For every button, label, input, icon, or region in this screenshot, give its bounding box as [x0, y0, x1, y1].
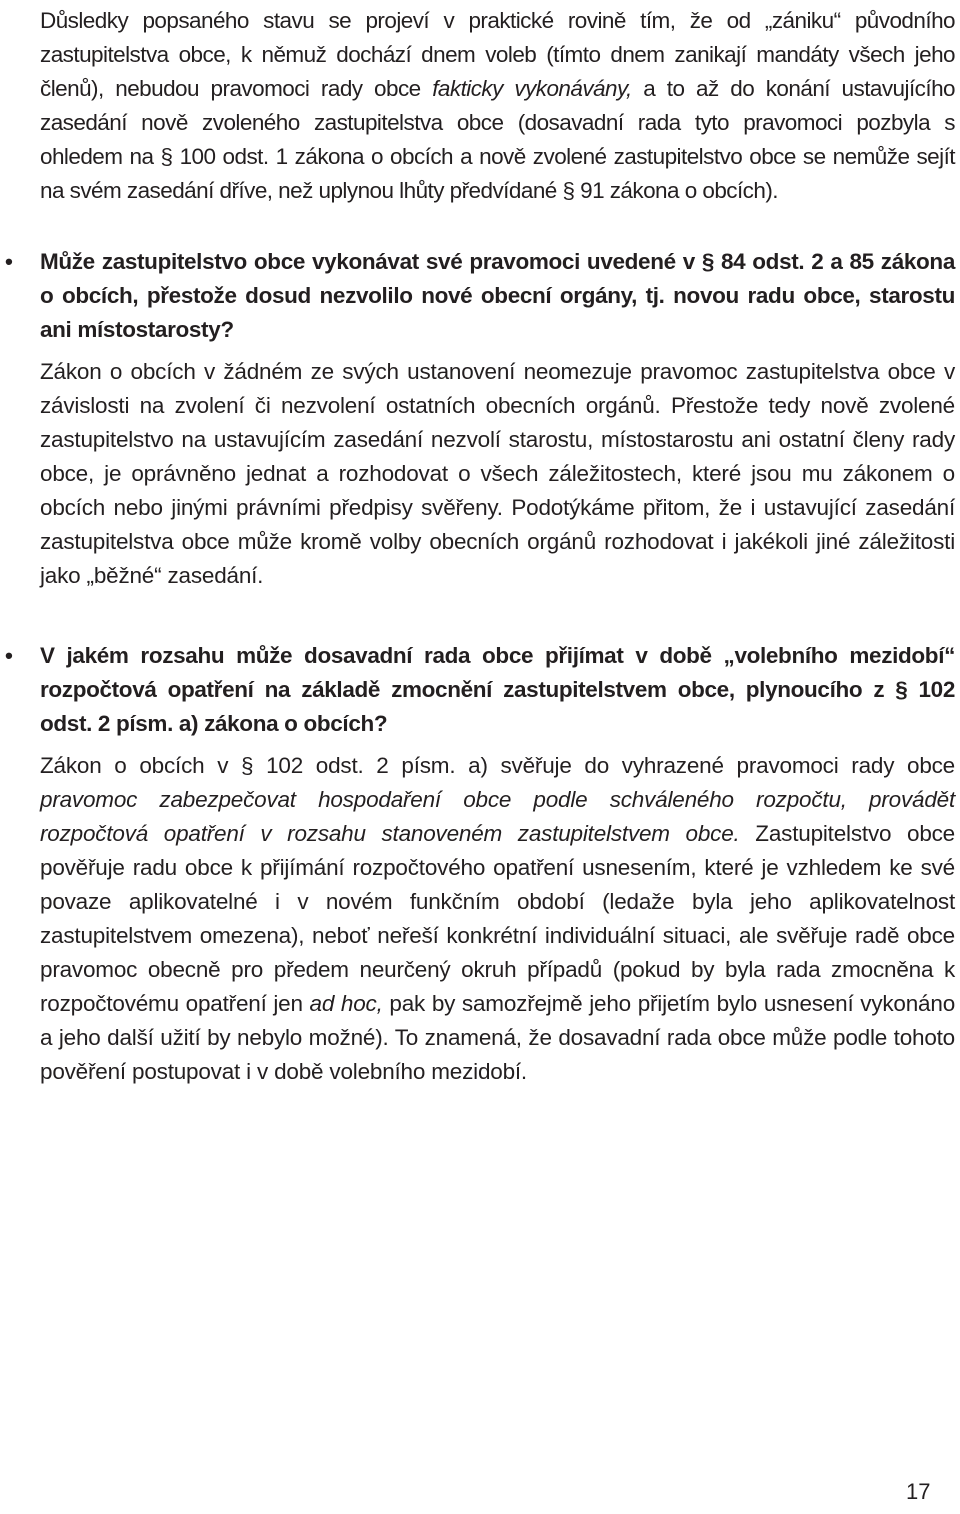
answer-2	[40, 749, 955, 1089]
question-2	[5, 639, 955, 741]
text-run: pak by samozřejmě jeho přijetím bylo usnesení vykonáno a jeho další užití by nebylo možné). To znamená, že dosavadní rada obce může podle tohoto pověření postupovat i v době volebního mezidobí.	[40, 991, 956, 1084]
text-run: Zákon o obcích v § 102 odst. 2 písm. a) svěřuje do vyhrazené pravomoci rady obce	[40, 753, 955, 778]
italic-run: pravomoc zabezpečovat hospodaření obce podle schváleného rozpočtu, provádět rozpočtová opatření v rozsahu stanoveném zastupitelstvem obce.	[40, 787, 955, 846]
page-number: 17	[906, 1479, 931, 1504]
bullet-icon: •	[5, 249, 13, 274]
question-heading	[5, 245, 955, 347]
italic-run: fakticky vykonávány,	[432, 76, 632, 101]
paragraph-consequences	[40, 4, 955, 208]
text-run: Důsledky popsaného stavu se projeví v praktické rovině tím, že od „zániku“ původního zastupitelstva obce, k němuž dochází dnem voleb (tímto dnem zanikají mandáty všech jeho členů), nebudou pravomoci rady obce	[40, 8, 955, 101]
answer-1	[40, 355, 955, 593]
question-heading	[5, 639, 955, 741]
paragraph-text	[40, 749, 955, 1089]
question-1	[5, 245, 955, 347]
italic-run: ad hoc,	[309, 991, 383, 1016]
question-text: V jakém rozsahu může dosavadní rada obce přijímat v době „volebního mezidobí“ rozpočtová opatření na základě zmocnění zastupitelstvem obce, plynoucího z § 102 odst. 2 písm. a) zákona o obcích?	[40, 643, 955, 736]
text-run: a to až do konání ustavujícího zasedání nově zvoleného zastupitelstva obce (dosavadní rada tyto pravomoci pozbyla s ohledem na § 100 odst. 1 zákona o obcích a nově zvolené zastupitelstvo obce se nemůže sejít na svém zasedání dříve, než uplynou lhůty předvídané § 91 zákona o obcích).	[40, 76, 956, 203]
question-text: Může zastupitelstvo obce vykonávat své pravomoci uvedené v § 84 odst. 2 a 85 zákona o obcích, přestože dosud nezvolilo nové obecní orgány, tj. novou radu obce, starostu ani místostarosty?	[40, 249, 955, 342]
bullet-icon: •	[5, 643, 13, 668]
paragraph-text: Zákon o obcích v žádném ze svých ustanovení neomezuje pravomoc zastupitelstva obce v závislosti na zvolení či nezvolení ostatních obecních orgánů. Přestože tedy nově zvolené zastupitelstvo na ustavujícím zasedání nezvolí starostu, místostarostu ani ostatní členy rady obce, je oprávněno jednat a rozhodovat o všech záležitostech, které jsou mu zákonem o obcích nebo jinými právními předpisy svěřeny. Podotýkáme přitom, že i ustavující zasedání zastupitelstva obce může kromě volby obecních orgánů rozhodovat i jakékoli jiné záležitosti jako „běžné“ zasedání.	[40, 359, 955, 588]
text-run: Zastupitelstvo obce pověřuje radu obce k přijímání rozpočtového opatření usnesením, které je vzhledem ke své povaze aplikovatelné i v novém funkčním období (ledaže byla jeho aplikovatelnost zastupitelstvem omezena), neboť neřeší konkrétní individuální situaci, ale svěřuje radě obce pravomoc obecně pro předem neurčený okruh případů (pokud by byla rada zmocněna k rozpočtovému opatření jen	[40, 821, 955, 1016]
paragraph-text	[40, 4, 955, 208]
